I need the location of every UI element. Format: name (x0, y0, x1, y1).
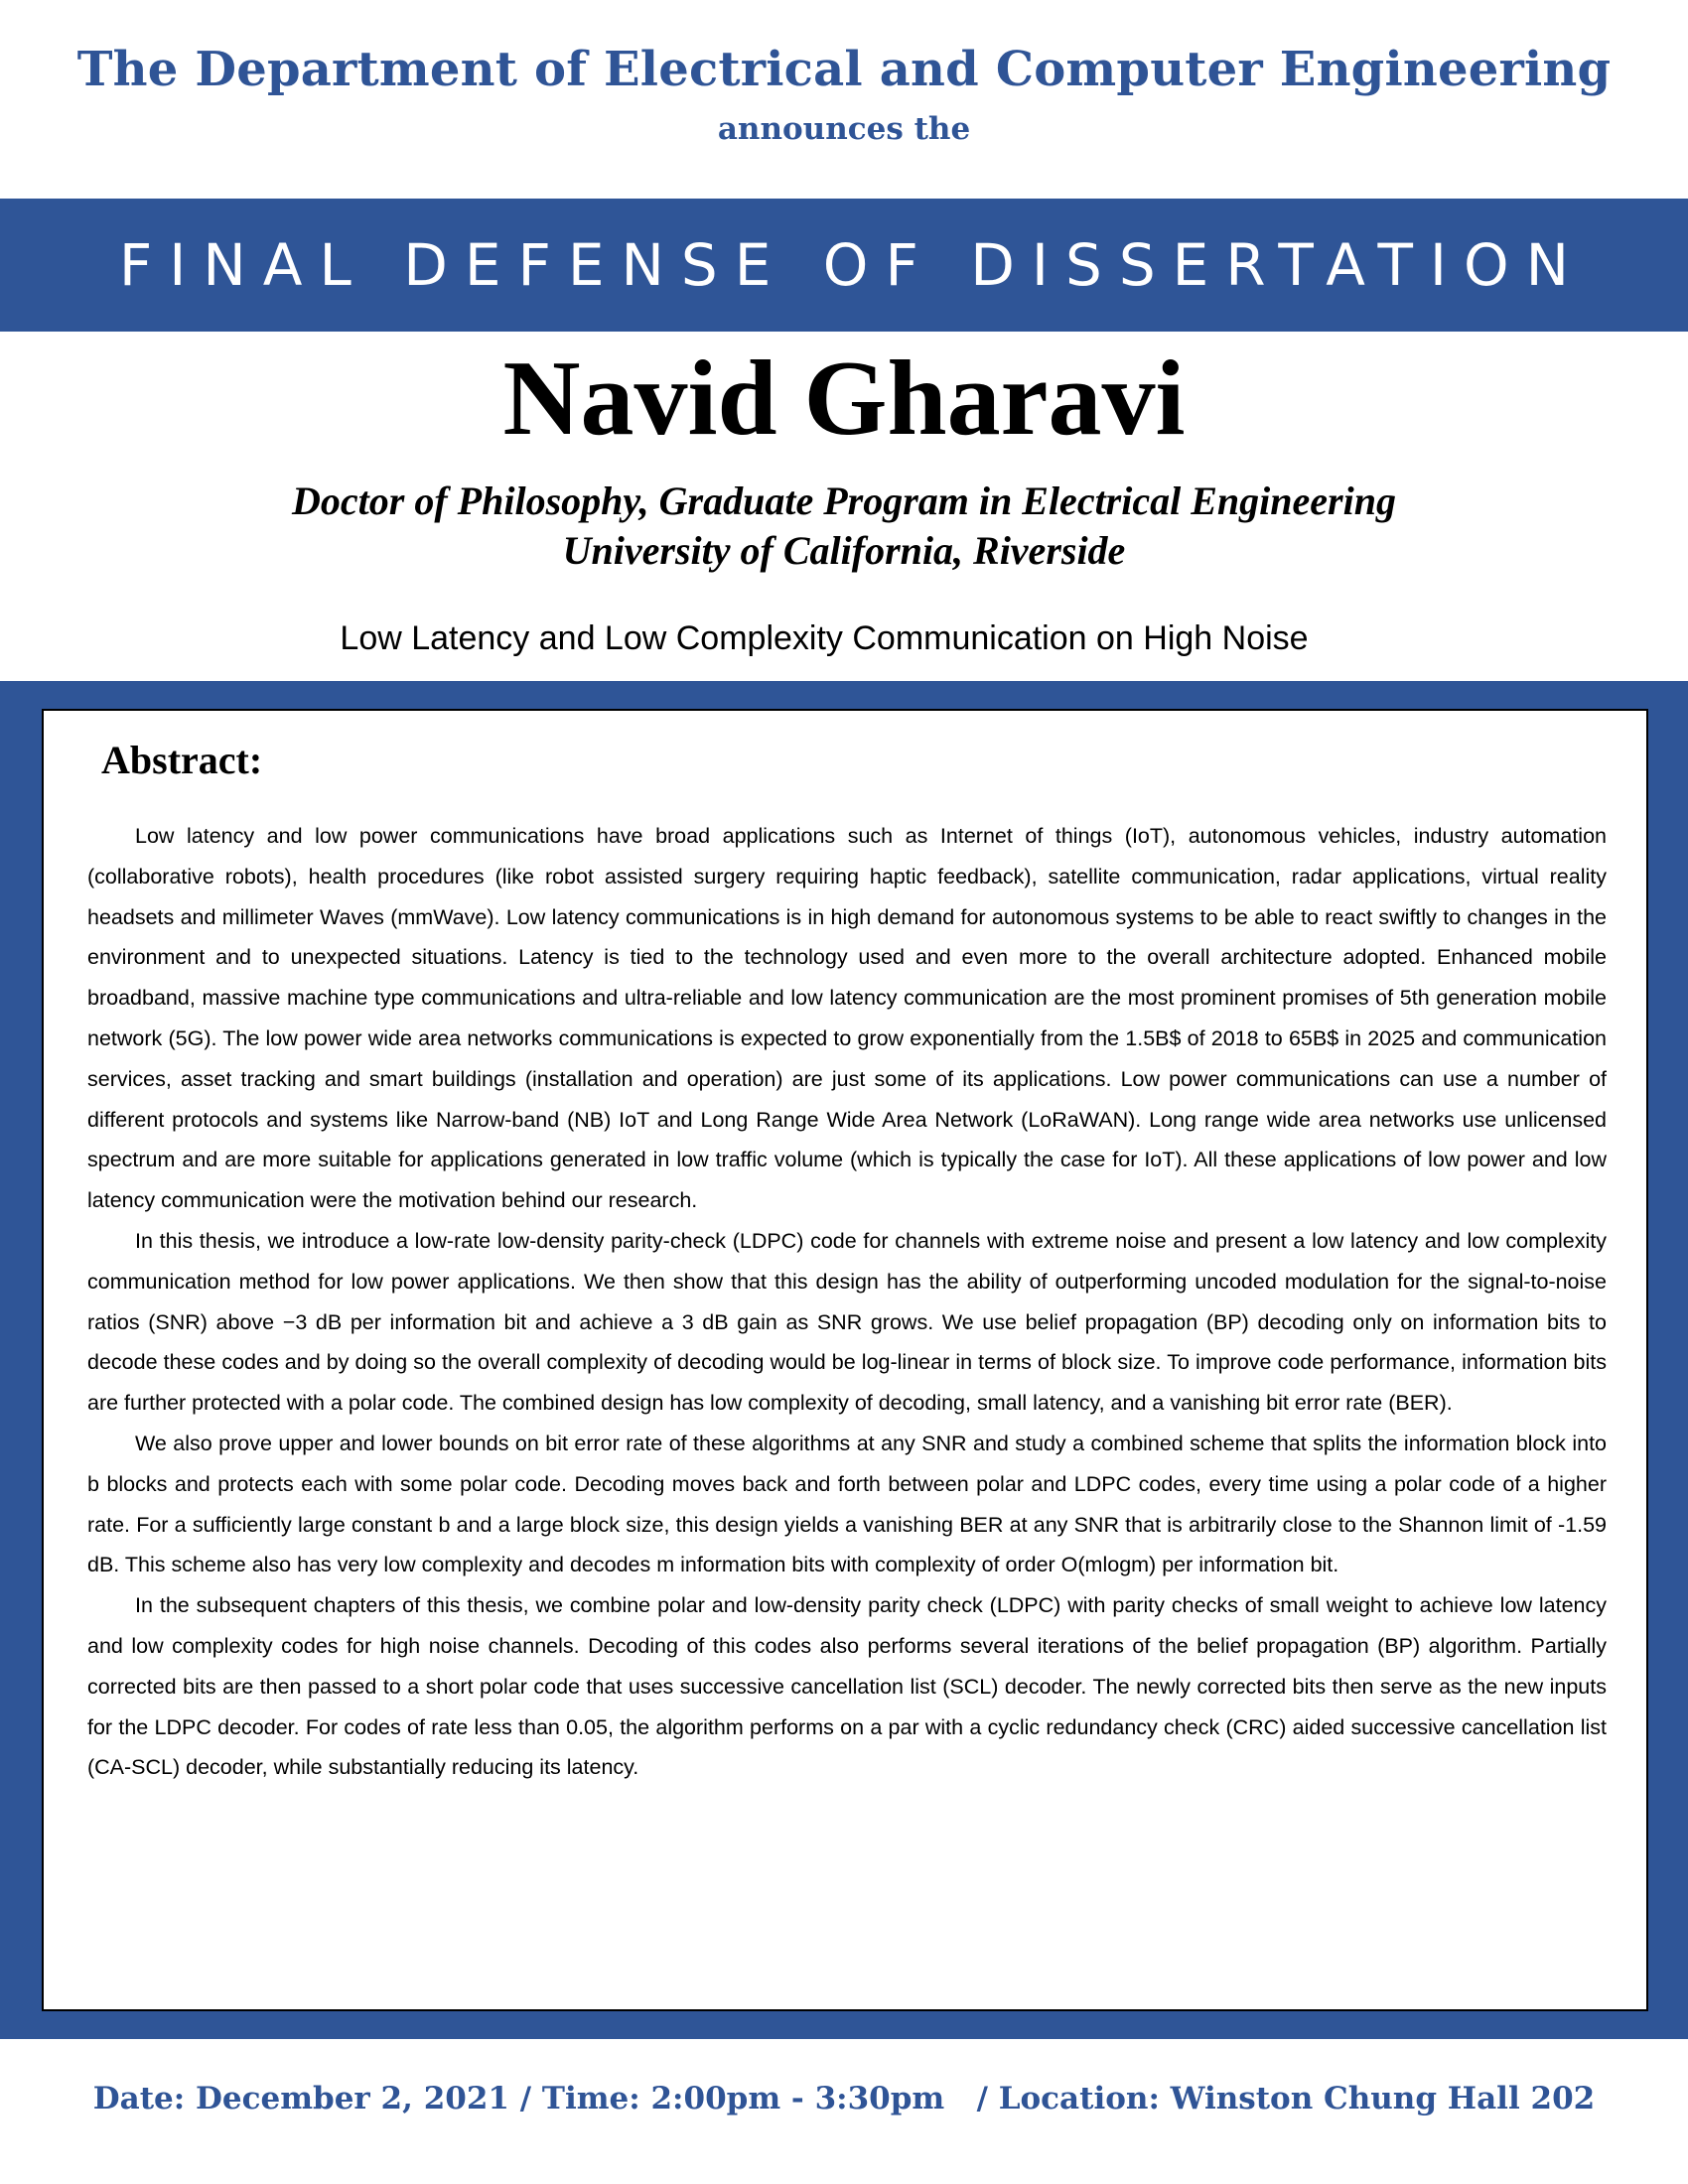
abstract-paragraph: We also prove upper and lower bounds on bit error rate of these algorithms at any SNR and study a combined scheme that splits the information block into b blocks and protects each with some polar code. Decoding moves back and forth between polar and LDPC codes, every time using a polar code of a higher rate. For a sufficiently large constant b and a large block size, this design yields a vanishing BER at any SNR that is arbitrarily close to the Shannon limit of -1.59 dB. This scheme also has very low complexity and decodes m information bits with complexity of order O(mlogm) per information bit. (87, 1431, 1607, 1577)
candidate-name: Navid Gharavi (502, 340, 1186, 458)
abstract-paragraph: In this thesis, we introduce a low-rate low-density parity-check (LDPC) code for channels with extreme noise and present a low latency and low complexity communication method for low power applications. We then show that this design has the ability of outperforming uncoded modulation for the signal-to-noise ratios (SNR) above −3 dB per information bit and achieve a 3 dB gain as SNR grows. We use belief propagation (BP) decoding only on information bits to decode these codes and by doing so the overall complexity of decoding would be log-linear in terms of block size. To improve code performance, information bits are further protected with a polar code. The combined design has low complexity of decoding, small latency, and a vanishing bit error rate (BER). (87, 1228, 1607, 1416)
department-name: The Department of Electrical and Computer Engineering (76, 42, 1612, 97)
degree-program: Doctor of Philosophy, Graduate Program in Electrical Engineering (292, 478, 1396, 523)
title-banner (0, 199, 1688, 332)
degree-block (0, 477, 1688, 576)
abstract-box (42, 709, 1648, 2011)
announces-line: announces the (717, 111, 971, 147)
dissertation-title: Low Latency and Low Complexity Communication on High Noise (340, 619, 1309, 657)
abstract-paragraph: In the subsequent chapters of this thesis, we combine polar and low-density parity check (LDPC) with parity checks of small weight to achieve low latency and low complexity codes for high noise channels. Decoding of this codes also performs several iterations of the belief propagation (BP) algorithm. Partially corrected bits are then passed to a short polar code that uses successive cancellation list (SCL) decoder. The newly corrected bits then serve as the new inputs for the LDPC decoder. For codes of rate less than 0.05, the algorithm performs on a par with a cyclic redundancy check (CRC) aided successive cancellation list (CA-SCL) decoder, while substantially reducing its latency. (87, 1593, 1607, 1780)
event-details: Date: December 2, 2021 / Time: 2:00pm - 3:30pm / Location: Winston Chung Hall 202 (92, 2081, 1596, 2116)
university-name: University of California, Riverside (562, 528, 1126, 573)
abstract-paragraph: Low latency and low power communications have broad applications such as Internet of things (IoT), autonomous vehicles, industry automation (collaborative robots), health procedures (like robot assisted surgery requiring haptic feedback), satellite communication, radar applications, virtual reality headsets and millimeter Waves (mmWave). Low latency communications is in high demand for autonomous systems to be able to react swiftly to changes in the environment and to unexpected situations. Latency is tied to the technology used and even more to the overall architecture adopted. Enhanced mobile broadband, massive machine type communications and ultra-reliable and low latency communication are the most prominent promises of 5th generation mobile network (5G). The low power wide area networks communications is expected to grow exponentially from the 1.5B$ of 2018 to 65B$ in 2025 and communication services, asset tracking and smart buildings (installation and operation) are just some of its applications. Low power communications can use a number of different protocols and systems like Narrow-band (NB) IoT and Long Range Wide Area Network (LoRaWAN). Long range wide area networks use unlicensed spectrum and are more suitable for applications generated in low traffic volume (which is typically the case for IoT). All these applications of low power and low latency communication were the motivation behind our research. (87, 824, 1607, 1213)
abstract-heading: Abstract: (101, 738, 263, 782)
banner-title: FINAL DEFENSE OF DISSERTATION (118, 231, 1587, 299)
abstract-body (87, 816, 1607, 1788)
